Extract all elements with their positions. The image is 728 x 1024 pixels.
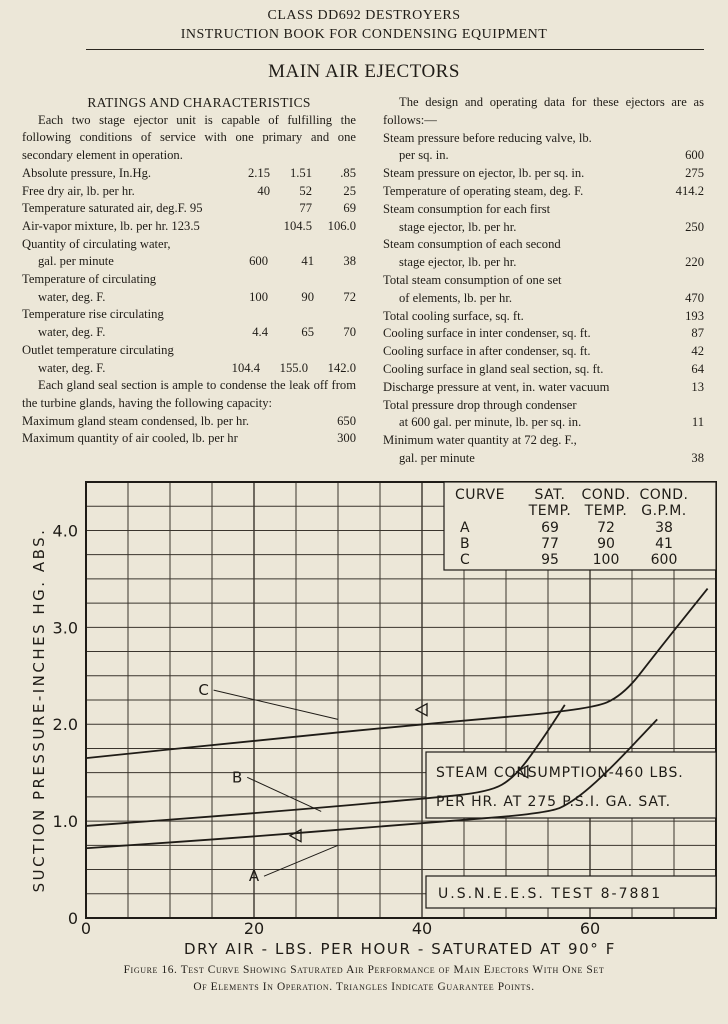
ratings-row: Air-vapor mixture, lb. per hr. 123.5 104.5 106.0: [22, 218, 356, 233]
test-curve-chart: [0, 470, 728, 960]
legend-header-cell: TEMP.: [528, 503, 572, 519]
ratings-row: Absolute pressure, In.Hg. 2.15 1.51 .85: [22, 165, 356, 180]
section-title: MAIN AIR EJECTORS: [268, 61, 460, 82]
test-number: U.S.N.E.E.S. TEST 8-7881: [438, 886, 663, 902]
legend-cell: 95: [541, 552, 559, 568]
legend-cell: A: [460, 520, 470, 536]
design-data-row: Steam pressure on ejector, lb. per sq. in. 275: [383, 166, 704, 181]
curve-c: [86, 589, 708, 759]
y-tick-label: 0: [67, 909, 78, 928]
legend-header-cell: SAT.: [534, 487, 566, 503]
legend-cell: 90: [597, 536, 615, 552]
curve-label-c: C: [198, 681, 209, 700]
ratings-intro: Each two stage ejector unit is capable of fulfilling the following conditions of service with one primary and one secondary element in operation.: [22, 112, 356, 163]
design-data-row: Steam consumption of each second stage ejector, lb. per hr. 220: [383, 237, 704, 270]
ratings-row-multiline: Temperature rise circulating water, deg. F. 4.4 65 70: [22, 307, 356, 340]
design-data-row: Temperature of operating steam, deg. F. 414.2: [383, 183, 704, 198]
running-header-book: INSTRUCTION BOOK FOR CONDENSING EQUIPMENT: [180, 27, 548, 42]
design-data-row: Discharge pressure at vent, in. water vacuum 13: [383, 379, 704, 394]
ratings-row-multiline: Quantity of circulating water, gal. per minute 600 41 38: [22, 236, 356, 269]
x-tick-label: 40: [411, 919, 433, 938]
gland-paragraph: Each gland seal section is ample to condense the leak off from the turbine glands, having the following capacity:: [22, 378, 356, 410]
figure-caption-line1: Figure 16. Test Curve Showing Saturated Air Performance of Main Ejectors With One Set: [123, 964, 605, 976]
y-tick-label: 1.0: [52, 812, 78, 832]
curve-label-b: B: [232, 768, 243, 787]
ratings-column: [22, 94, 356, 448]
legend-cell: 38: [655, 520, 673, 536]
legend-cell: 69: [541, 520, 559, 536]
y-tick-label: 2.0: [52, 715, 78, 735]
legend-cell: C: [460, 552, 470, 568]
legend-cell: 600: [650, 552, 678, 568]
design-data-row: Steam consumption for each first stage ejector, lb. per hr. 250: [383, 201, 704, 234]
legend-cell: 72: [597, 520, 615, 536]
gland-row: Maximum gland steam condensed, lb. per hr. 650: [22, 413, 356, 428]
annotation-box: [426, 752, 716, 908]
curve-leader-b: [247, 777, 321, 811]
y-tick-label: 4.0: [52, 521, 78, 541]
design-intro: The design and operating data for these ejectors are as follows:—: [383, 95, 704, 127]
ratings-row: Temperature saturated air, deg.F. 95 77 69: [22, 201, 356, 216]
legend-cell: 77: [541, 536, 559, 552]
header-rule: [86, 49, 704, 50]
design-data-row: Steam pressure before reducing valve, lb. per sq. in. 600: [383, 130, 704, 163]
design-data-row: Total pressure drop through condenser at 600 gal. per minute, lb. per sq. in. 11: [383, 397, 704, 430]
design-data-rows: [383, 130, 704, 468]
legend-header-cell: COND.: [581, 487, 631, 503]
y-tick-label: 3.0: [52, 618, 78, 638]
design-data-row: Minimum water quantity at 72 deg. F., gal. per minute 38: [383, 433, 704, 465]
legend-cell: 100: [592, 552, 620, 568]
running-header-class: CLASS DD692 DESTROYERS: [267, 8, 461, 23]
figure-caption-line2: Of Elements In Operation. Triangles Indicate Guarantee Points.: [193, 981, 535, 993]
curve-leader-a: [264, 845, 338, 876]
ratings-subheading: RATINGS AND CHARACTERISTICS: [87, 95, 311, 110]
design-data-row: Total steam consumption of one set of elements, lb. per hr. 470: [383, 272, 704, 305]
chart-series: [86, 589, 708, 886]
design-data-row: Cooling surface in gland seal section, sq. ft. 64: [383, 361, 704, 376]
legend-header-cell: TEMP.: [584, 503, 628, 519]
x-axis-label: DRY AIR - LBS. PER HOUR - SATURATED AT 90° F: [184, 940, 616, 958]
x-tick-label: 20: [243, 919, 265, 938]
legend-table: [444, 482, 716, 570]
curve-leader-c: [214, 690, 338, 719]
steam-consumption-line1: STEAM CONSUMPTION-460 LBS.: [436, 765, 684, 781]
design-data-column: [383, 94, 704, 468]
ratings-row-multiline: Temperature of circulating water, deg. F. 100 90 72: [22, 272, 356, 304]
ratings-row-multiline: Outlet temperature circulating water, deg. F. 104.4 155.0 142.0: [22, 342, 356, 375]
design-data-row: Cooling surface in inter condenser, sq. ft. 87: [383, 326, 704, 341]
design-data-row: Cooling surface in after condenser, sq. ft. 42: [383, 344, 704, 359]
x-tick-label: 60: [579, 919, 601, 938]
gland-row: Maximum quantity of air cooled, lb. per hr 300: [22, 431, 356, 446]
legend-cell: 41: [655, 536, 673, 552]
legend-cell: B: [460, 536, 470, 552]
x-tick-label: 0: [80, 919, 92, 938]
design-data-row: Total cooling surface, sq. ft. 193: [383, 308, 704, 323]
legend-header-cell: G.P.M.: [641, 503, 687, 519]
ratings-row: Free dry air, lb. per hr. 40 52 25: [22, 183, 356, 198]
ratings-rows: [22, 165, 356, 377]
legend-header-cell: CURVE: [455, 487, 505, 503]
legend-header-cell: COND.: [639, 487, 689, 503]
steam-consumption-line2: PER HR. AT 275 P.S.I. GA. SAT.: [436, 794, 671, 810]
curve-label-a: A: [248, 867, 260, 886]
y-axis-label: SUCTION PRESSURE-INCHES HG. ABS.: [30, 527, 48, 893]
